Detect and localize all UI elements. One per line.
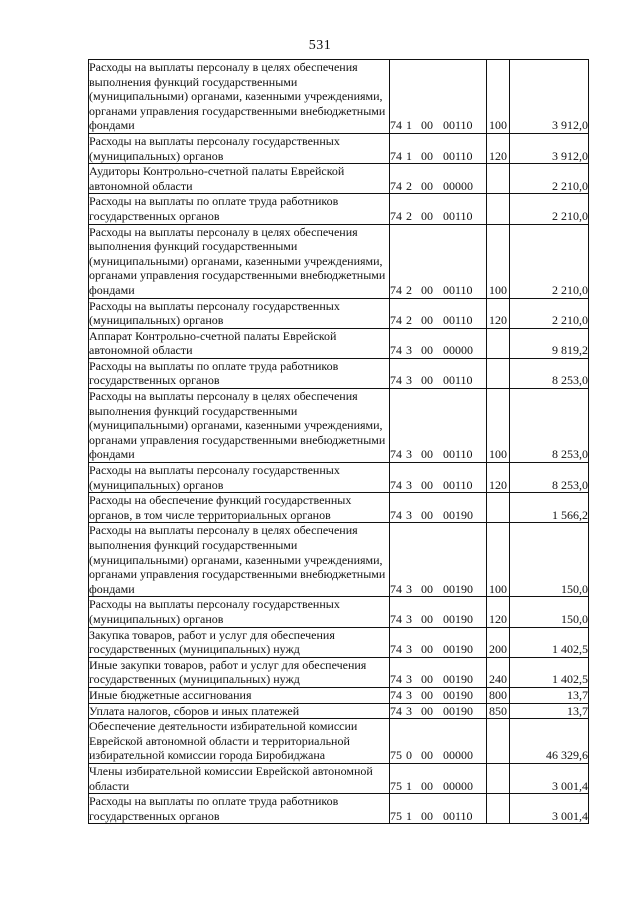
row-description: Расходы на выплаты персоналу в целях обеспечения выполнения функций государственными (муниципальными) органами, казенными учреждениями, органами управления государственными внебюджетными фондами	[89, 389, 390, 463]
table-row	[89, 298, 589, 328]
row-amount: 2 210,0	[510, 224, 589, 298]
code-expense: 00110	[443, 808, 473, 823]
code-direction: 00	[421, 687, 433, 702]
row-description: Расходы на выплаты персоналу государственных (муниципальных) органов	[89, 298, 390, 328]
row-description: Иные закупки товаров, работ и услуг для обеспечения государственных (муниципальных) нужд	[89, 657, 390, 687]
row-expense-type	[487, 164, 510, 194]
code-program: 75	[390, 778, 402, 793]
row-description: Уплата налогов, сборов и иных платежей	[89, 703, 390, 719]
code-program: 74	[390, 208, 402, 223]
row-description: Расходы на выплаты персоналу государственных (муниципальных) органов	[89, 463, 390, 493]
table-row	[89, 389, 589, 463]
code-subprogram: 2	[406, 208, 412, 223]
row-target-article-code	[390, 298, 487, 328]
code-program: 75	[390, 748, 402, 763]
row-amount: 8 253,0	[510, 389, 589, 463]
row-target-article-code	[390, 328, 487, 358]
table-row	[89, 627, 589, 657]
code-expense: 00110	[443, 148, 473, 163]
row-expense-type	[487, 493, 510, 523]
row-target-article-code	[390, 389, 487, 463]
row-description: Расходы на выплаты персоналу государственных (муниципальных) органов	[89, 597, 390, 627]
code-expense: 00190	[443, 611, 473, 626]
code-subprogram: 2	[406, 282, 412, 297]
row-expense-type: 240	[487, 657, 510, 687]
code-subprogram: 3	[406, 373, 412, 388]
code-subprogram: 2	[406, 313, 412, 328]
row-target-article-code	[390, 763, 487, 793]
row-expense-type	[487, 194, 510, 224]
row-target-article-code	[390, 463, 487, 493]
row-expense-type: 120	[487, 298, 510, 328]
row-expense-type	[487, 358, 510, 388]
code-direction: 00	[421, 672, 433, 687]
code-direction: 00	[421, 282, 433, 297]
row-target-article-code	[390, 60, 487, 134]
code-direction: 00	[421, 343, 433, 358]
row-expense-type	[487, 763, 510, 793]
row-expense-type: 100	[487, 224, 510, 298]
row-target-article-code	[390, 794, 487, 824]
row-description: Обеспечение деятельности избирательной комиссии Еврейской автономной области и территориальной избирательной комиссии города Биробиджана	[89, 719, 390, 764]
row-amount: 2 210,0	[510, 164, 589, 194]
table-row	[89, 523, 589, 597]
code-direction: 00	[421, 118, 433, 133]
table-row	[89, 493, 589, 523]
code-subprogram: 3	[406, 672, 412, 687]
row-expense-type: 100	[487, 523, 510, 597]
row-expense-type: 120	[487, 597, 510, 627]
table-row	[89, 133, 589, 163]
row-amount: 3 912,0	[510, 60, 589, 134]
table-row	[89, 358, 589, 388]
row-expense-type: 120	[487, 133, 510, 163]
row-description: Расходы на выплаты персоналу государственных (муниципальных) органов	[89, 133, 390, 163]
code-direction: 00	[421, 703, 433, 718]
code-direction: 00	[421, 611, 433, 626]
code-direction: 00	[421, 208, 433, 223]
budget-table-body	[89, 60, 589, 824]
row-target-article-code	[390, 719, 487, 764]
code-expense: 00190	[443, 703, 473, 718]
code-program: 74	[390, 581, 402, 596]
table-row	[89, 194, 589, 224]
code-program: 74	[390, 507, 402, 522]
code-program: 75	[390, 808, 402, 823]
code-direction: 00	[421, 477, 433, 492]
code-subprogram: 2	[406, 178, 412, 193]
code-program: 74	[390, 477, 402, 492]
table-row	[89, 763, 589, 793]
code-program: 74	[390, 343, 402, 358]
code-program: 74	[390, 282, 402, 297]
table-row	[89, 164, 589, 194]
code-program: 74	[390, 373, 402, 388]
row-expense-type	[487, 719, 510, 764]
table-row	[89, 719, 589, 764]
table-row	[89, 60, 589, 134]
row-amount: 1 402,5	[510, 657, 589, 687]
row-expense-type: 100	[487, 389, 510, 463]
code-expense: 00110	[443, 313, 473, 328]
code-direction: 00	[421, 642, 433, 657]
code-expense: 00190	[443, 581, 473, 596]
code-subprogram: 1	[406, 778, 412, 793]
row-amount: 8 253,0	[510, 358, 589, 388]
row-expense-type: 850	[487, 703, 510, 719]
table-row	[89, 597, 589, 627]
code-program: 74	[390, 687, 402, 702]
code-expense: 00110	[443, 208, 473, 223]
code-subprogram: 1	[406, 148, 412, 163]
code-direction: 00	[421, 178, 433, 193]
row-target-article-code	[390, 493, 487, 523]
row-description: Иные бюджетные ассигнования	[89, 687, 390, 703]
row-description: Расходы на выплаты персоналу в целях обеспечения выполнения функций государственными (муниципальными) органами, казенными учреждениями, органами управления государственными внебюджетными фондами	[89, 523, 390, 597]
code-direction: 00	[421, 447, 433, 462]
row-description: Расходы на выплаты по оплате труда работников государственных органов	[89, 194, 390, 224]
code-program: 74	[390, 672, 402, 687]
code-expense: 00190	[443, 642, 473, 657]
table-row	[89, 687, 589, 703]
code-expense: 00190	[443, 672, 473, 687]
code-direction: 00	[421, 373, 433, 388]
row-description: Расходы на выплаты по оплате труда работников государственных органов	[89, 358, 390, 388]
row-description: Расходы на выплаты по оплате труда работников государственных органов	[89, 794, 390, 824]
code-expense: 00110	[443, 282, 473, 297]
code-subprogram: 3	[406, 611, 412, 626]
row-amount: 150,0	[510, 597, 589, 627]
code-subprogram: 3	[406, 581, 412, 596]
row-amount: 3 001,4	[510, 763, 589, 793]
table-row	[89, 794, 589, 824]
row-expense-type	[487, 328, 510, 358]
code-subprogram: 1	[406, 118, 412, 133]
table-row	[89, 657, 589, 687]
row-description: Расходы на обеспечение функций государственных органов, в том числе территориальных органов	[89, 493, 390, 523]
row-target-article-code	[390, 657, 487, 687]
table-row	[89, 703, 589, 719]
row-target-article-code	[390, 358, 487, 388]
row-amount: 150,0	[510, 523, 589, 597]
code-program: 74	[390, 118, 402, 133]
table-row	[89, 224, 589, 298]
row-amount: 8 253,0	[510, 463, 589, 493]
row-description: Расходы на выплаты персоналу в целях обеспечения выполнения функций государственными (муниципальными) органами, казенными учреждениями, органами управления государственными внебюджетными фондами	[89, 224, 390, 298]
row-target-article-code	[390, 703, 487, 719]
code-subprogram: 3	[406, 703, 412, 718]
row-amount: 1 566,2	[510, 493, 589, 523]
code-direction: 00	[421, 581, 433, 596]
code-direction: 00	[421, 808, 433, 823]
code-direction: 00	[421, 148, 433, 163]
code-expense: 00110	[443, 447, 473, 462]
row-target-article-code	[390, 133, 487, 163]
code-expense: 00000	[443, 778, 473, 793]
code-direction: 00	[421, 778, 433, 793]
row-description: Члены избирательной комиссии Еврейской автономной области	[89, 763, 390, 793]
row-target-article-code	[390, 523, 487, 597]
code-program: 74	[390, 611, 402, 626]
row-target-article-code	[390, 627, 487, 657]
row-amount: 2 210,0	[510, 298, 589, 328]
page-number: 531	[308, 38, 332, 53]
code-program: 74	[390, 447, 402, 462]
code-expense: 00000	[443, 748, 473, 763]
row-target-article-code	[390, 224, 487, 298]
row-target-article-code	[390, 194, 487, 224]
code-subprogram: 3	[406, 642, 412, 657]
row-expense-type: 800	[487, 687, 510, 703]
code-direction: 00	[421, 313, 433, 328]
row-target-article-code	[390, 164, 487, 194]
row-description: Закупка товаров, работ и услуг для обеспечения государственных (муниципальных) нужд	[89, 627, 390, 657]
row-description: Расходы на выплаты персоналу в целях обеспечения выполнения функций государственными (муниципальными) органами, казенными учреждениями, органами управления государственными внебюджетными фондами	[89, 60, 390, 134]
code-subprogram: 3	[406, 477, 412, 492]
code-subprogram: 1	[406, 808, 412, 823]
row-description: Аудиторы Контрольно-счетной палаты Еврейской автономной области	[89, 164, 390, 194]
code-expense: 00190	[443, 687, 473, 702]
row-target-article-code	[390, 687, 487, 703]
budget-table	[88, 59, 589, 824]
code-program: 74	[390, 313, 402, 328]
code-expense: 00190	[443, 507, 473, 522]
code-program: 74	[390, 703, 402, 718]
code-expense: 00110	[443, 477, 473, 492]
code-expense: 00000	[443, 178, 473, 193]
row-amount: 13,7	[510, 703, 589, 719]
code-expense: 00000	[443, 343, 473, 358]
code-subprogram: 3	[406, 507, 412, 522]
row-expense-type	[487, 794, 510, 824]
table-row	[89, 328, 589, 358]
code-program: 74	[390, 148, 402, 163]
row-expense-type: 100	[487, 60, 510, 134]
row-amount: 46 329,6	[510, 719, 589, 764]
row-amount: 3 912,0	[510, 133, 589, 163]
row-amount: 13,7	[510, 687, 589, 703]
row-amount: 1 402,5	[510, 627, 589, 657]
row-amount: 9 819,2	[510, 328, 589, 358]
code-direction: 00	[421, 507, 433, 522]
table-row	[89, 463, 589, 493]
code-expense: 00110	[443, 373, 473, 388]
code-subprogram: 0	[406, 748, 412, 763]
row-amount: 2 210,0	[510, 194, 589, 224]
code-program: 74	[390, 178, 402, 193]
code-subprogram: 3	[406, 687, 412, 702]
code-subprogram: 3	[406, 447, 412, 462]
code-program: 74	[390, 642, 402, 657]
code-subprogram: 3	[406, 343, 412, 358]
row-expense-type: 120	[487, 463, 510, 493]
code-direction: 00	[421, 748, 433, 763]
row-description: Аппарат Контрольно-счетной палаты Еврейской автономной области	[89, 328, 390, 358]
row-target-article-code	[390, 597, 487, 627]
row-amount: 3 001,4	[510, 794, 589, 824]
code-expense: 00110	[443, 118, 473, 133]
row-expense-type: 200	[487, 627, 510, 657]
